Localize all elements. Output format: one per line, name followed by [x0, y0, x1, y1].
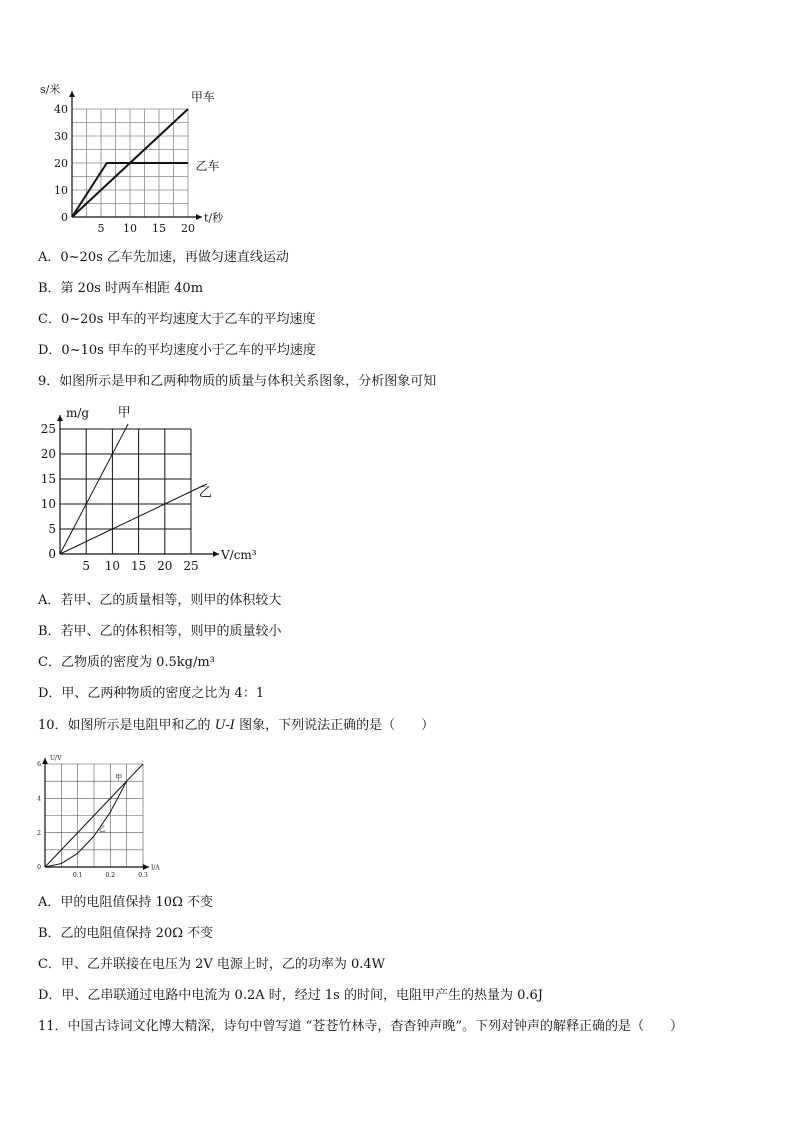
- x-axis-label: t/秒: [204, 211, 224, 225]
- series-line: [60, 424, 128, 554]
- y-axis-arrow: [42, 758, 48, 764]
- q9-stem: 9．如图所示是甲和乙两种物质的质量与体积关系图象，分析图象可知: [38, 374, 437, 389]
- y-tick-label: 40: [54, 102, 68, 116]
- x-axis-arrow: [143, 864, 149, 870]
- series-label: 甲: [115, 773, 123, 782]
- y-tick-label: 5: [48, 522, 56, 537]
- y-axis-label: m/g: [66, 406, 90, 420]
- y-axis-label: U/V: [50, 755, 62, 762]
- x-tick-label: 0.3: [138, 872, 148, 879]
- x-axis-arrow: [213, 551, 219, 557]
- x-tick-label: 10: [123, 222, 137, 235]
- x-tick-label: 0.1: [72, 872, 83, 879]
- q8-option-c: C．0~20s 甲车的平均速度大于乙车的平均速度: [38, 312, 316, 327]
- x-tick-label: 25: [183, 559, 199, 573]
- q10-stem-italic: U-I: [214, 718, 235, 733]
- y-tick-label: 0: [48, 547, 56, 562]
- q10-option-b: B．乙的电阻值保持 20Ω 不变: [38, 926, 214, 941]
- q10-option-c: C．甲、乙并联接在电压为 2V 电源上时，乙的功率为 0.4W: [38, 957, 386, 972]
- x-axis-label: I/A: [151, 864, 160, 872]
- q8-option-a: A．0~20s 乙车先加速，再做匀速直线运动: [38, 250, 289, 265]
- y-tick-label: 6: [37, 761, 41, 769]
- q11-stem: 11．中国古诗词文化博大精深，诗句中曾写道 “苍苍竹林寺，杳杳钟声晚”。下列对钟声的解释正确的是（ ）: [38, 1019, 683, 1034]
- y-tick-label: 30: [54, 129, 68, 143]
- y-tick-label: 2: [37, 829, 41, 837]
- x-axis-arrow: [196, 214, 202, 220]
- series-line: [60, 484, 207, 554]
- x-tick-label: 20: [181, 222, 195, 235]
- y-tick-label: 20: [54, 156, 68, 170]
- x-tick-label: 20: [157, 559, 173, 573]
- q8-option-b: B．第 20s 时两车相距 40m: [38, 281, 204, 296]
- y-tick-label: 4: [37, 795, 41, 803]
- q9-option-b: B．若甲、乙的体积相等，则甲的质量较小: [38, 624, 282, 639]
- q10-stem-prefix: 10．如图所示是电阻甲和乙的: [38, 718, 215, 733]
- q10-option-d: D．甲、乙串联通过电路中电流为 0.2A 时，经过 1s 的时间，电阻甲产生的热量为 0.6J: [38, 988, 543, 1003]
- series-label: 甲车: [190, 89, 215, 104]
- y-axis-arrow: [69, 91, 75, 97]
- y-tick-label: 0: [61, 210, 68, 224]
- series-label: 甲: [117, 405, 131, 421]
- q10-stem-suffix: 图象，下列说法正确的是（ ）: [234, 718, 435, 733]
- y-tick-label: 10: [40, 497, 56, 512]
- x-tick-label: 15: [130, 559, 147, 573]
- mass-volume-chart: [30, 404, 257, 580]
- q9-option-c: C．乙物质的密度为 0.5kg/m³: [38, 655, 215, 670]
- x-tick-label: 5: [82, 559, 91, 573]
- q10-option-a: A．甲的电阻值保持 10Ω 不变: [38, 895, 213, 910]
- series-label: 乙: [98, 824, 106, 833]
- y-axis-label: s/米: [40, 83, 61, 96]
- y-axis-arrow: [57, 415, 63, 421]
- x-tick-label: 10: [104, 559, 121, 573]
- x-axis-label: V/cm³: [221, 547, 257, 562]
- voltage-current-chart: [30, 745, 170, 885]
- y-tick-label: 25: [40, 422, 56, 437]
- y-tick-label: 15: [40, 472, 56, 487]
- y-tick-label: 20: [40, 447, 56, 462]
- x-tick-label: 15: [152, 222, 166, 235]
- q10-stem: [38, 718, 434, 734]
- y-tick-label: 0: [37, 864, 41, 872]
- q9-option-d: D．甲、乙两种物质的密度之比为 4：1: [38, 686, 265, 701]
- distance-time-chart: [30, 84, 230, 244]
- q9-option-a: A．若甲、乙的质量相等，则甲的体积较大: [38, 593, 282, 608]
- x-tick-label: 0.2: [105, 872, 116, 879]
- q8-option-d: D．0~10s 甲车的平均速度小于乙车的平均速度: [38, 343, 316, 358]
- y-tick-label: 10: [54, 183, 68, 197]
- series-label: 乙: [198, 485, 212, 501]
- x-tick-label: 5: [97, 222, 105, 235]
- series-label: 乙车: [195, 158, 220, 173]
